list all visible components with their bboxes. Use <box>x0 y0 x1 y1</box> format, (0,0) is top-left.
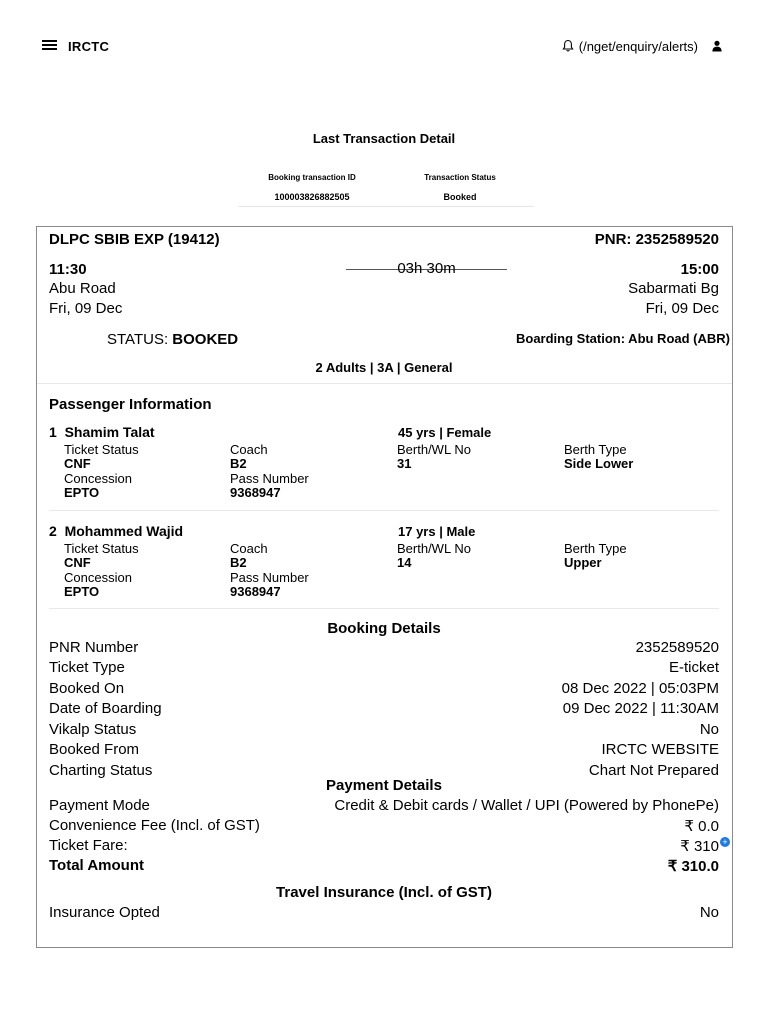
divider <box>49 510 719 511</box>
booking-detail-row <box>49 680 719 697</box>
pnr-number-value: 2352589520 <box>635 639 719 656</box>
insurance-opted-label: Insurance Opted <box>49 904 160 921</box>
user-icon[interactable] <box>710 39 724 53</box>
bell-icon[interactable] <box>561 39 575 53</box>
passenger-1-age-gender: 45 yrs | Female <box>398 425 492 440</box>
convenience-fee-label: Convenience Fee (Incl. of GST) <box>49 817 260 834</box>
passenger-2-berth-no: 14 <box>397 555 412 570</box>
passenger-1-berth-type: Side Lower <box>564 456 634 471</box>
berth-type-label: Berth Type <box>564 541 627 556</box>
brand <box>42 39 109 54</box>
journey-duration: 03h 30m <box>397 260 456 277</box>
passenger-2-ticket-status: CNF <box>64 555 91 570</box>
ticket-fare-row <box>49 837 730 855</box>
insurance-opted-value: No <box>699 904 719 921</box>
total-amount-label: Total Amount <box>49 857 144 874</box>
passenger-2-berth-type: Upper <box>564 555 602 570</box>
booking-detail-row <box>49 700 719 717</box>
train-name: DLPC SBIB EXP (19412) <box>49 231 220 248</box>
hamburger-menu-icon[interactable] <box>42 40 58 52</box>
booking-status <box>107 331 238 348</box>
vikalp-status-label: Vikalp Status <box>49 721 137 738</box>
booked-from-label: Booked From <box>49 741 140 758</box>
booking-detail-row <box>49 639 719 656</box>
transaction-table <box>238 168 534 207</box>
boarding-date-value: 09 Dec 2022 | 11:30AM <box>562 700 719 717</box>
txn-status-value: Booked <box>443 192 477 202</box>
divider <box>37 383 732 384</box>
berth-type-label: Berth Type <box>564 442 627 457</box>
passenger-1-berth-no: 31 <box>397 456 412 471</box>
booked-on-label: Booked On <box>49 680 125 697</box>
booked-on-value: 08 Dec 2022 | 05:03PM <box>561 680 719 697</box>
booked-from-value: IRCTC WEBSITE <box>601 741 719 758</box>
payment-mode-label: Payment Mode <box>49 797 150 814</box>
booking-details-heading: Booking Details <box>327 620 441 637</box>
arrival-date: Fri, 09 Dec <box>645 300 719 317</box>
top-right-actions <box>561 39 724 54</box>
passenger-1-name: 1 Shamim Talat <box>49 424 155 440</box>
departure-date: Fri, 09 Dec <box>49 300 123 317</box>
ticket-status-label: Ticket Status <box>64 541 139 556</box>
to-station: Sabarmati Bg <box>628 280 719 297</box>
txn-id-label: Booking transaction ID <box>268 173 356 182</box>
charting-status-value: Chart Not Prepared <box>588 762 719 779</box>
boarding-date-label: Date of Boarding <box>49 700 162 717</box>
pnr-number-label: PNR Number <box>49 639 139 656</box>
divider <box>49 608 719 609</box>
pass-number-label: Pass Number <box>230 471 309 486</box>
last-transaction-title: Last Transaction Detail <box>312 131 456 146</box>
passenger-2-concession: EPTO <box>64 584 100 599</box>
txn-status-label: Transaction Status <box>424 173 496 182</box>
coach-label: Coach <box>230 541 268 556</box>
total-amount-value: ₹ 310.0 <box>667 858 719 875</box>
passenger-1-ticket-status: CNF <box>64 456 91 471</box>
booking-detail-row <box>49 721 719 738</box>
passenger-2-coach: B2 <box>230 555 247 570</box>
booking-detail-row <box>49 659 719 676</box>
fare-info-icon[interactable]: + <box>720 837 730 847</box>
berth-no-label: Berth/WL No <box>397 541 471 556</box>
boarding-station: Boarding Station: Abu Road (ABR) <box>516 331 730 346</box>
payment-mode-value: Credit & Debit cards / Wallet / UPI (Powered by PhonePe) <box>334 797 719 814</box>
status-value: BOOKED <box>172 331 239 348</box>
pass-number-label: Pass Number <box>230 570 309 585</box>
passenger-1-coach: B2 <box>230 456 247 471</box>
convenience-fee-row <box>49 817 719 835</box>
ticket-status-label: Ticket Status <box>64 442 139 457</box>
insurance-row <box>49 904 719 921</box>
alerts-link[interactable]: (/nget/enquiry/alerts) <box>578 38 698 54</box>
passenger-2-pass-number: 9368947 <box>230 584 281 599</box>
convenience-fee-value: ₹ 0.0 <box>684 818 719 835</box>
passenger-summary: 2 Adults | 3A | General <box>315 360 453 375</box>
ticket-fare-value: ₹ 310 <box>680 838 719 855</box>
from-station: Abu Road <box>49 280 116 297</box>
ticket-fare-label: Ticket Fare: <box>49 837 128 854</box>
pnr-header: PNR: 2352589520 <box>594 231 719 248</box>
concession-label: Concession <box>64 570 132 585</box>
departure-time: 11:30 <box>49 261 87 278</box>
passenger-info-heading: Passenger Information <box>49 396 212 413</box>
ticket-type-value: E-ticket <box>668 659 719 676</box>
booking-detail-row <box>49 741 719 758</box>
arrival-time: 15:00 <box>680 261 719 278</box>
berth-no-label: Berth/WL No <box>397 442 471 457</box>
total-amount-row <box>49 857 719 875</box>
ticket-type-label: Ticket Type <box>49 659 125 676</box>
travel-insurance-heading: Travel Insurance (Incl. of GST) <box>276 884 492 901</box>
charting-status-label: Charting Status <box>49 762 153 779</box>
concession-label: Concession <box>64 471 132 486</box>
status-label: STATUS: <box>107 331 169 348</box>
payment-details-heading: Payment Details <box>326 777 442 794</box>
brand-name[interactable]: IRCTC <box>68 38 110 54</box>
passenger-1-pass-number: 9368947 <box>230 485 281 500</box>
txn-id-value: 100003826882505 <box>274 192 350 202</box>
passenger-2-name: 2 Mohammed Wajid <box>49 523 184 539</box>
coach-label: Coach <box>230 442 268 457</box>
top-bar <box>42 36 724 56</box>
passenger-2-age-gender: 17 yrs | Male <box>398 524 476 539</box>
passenger-1-concession: EPTO <box>64 485 100 500</box>
vikalp-status-value: No <box>699 721 719 738</box>
payment-mode-row <box>49 797 719 814</box>
